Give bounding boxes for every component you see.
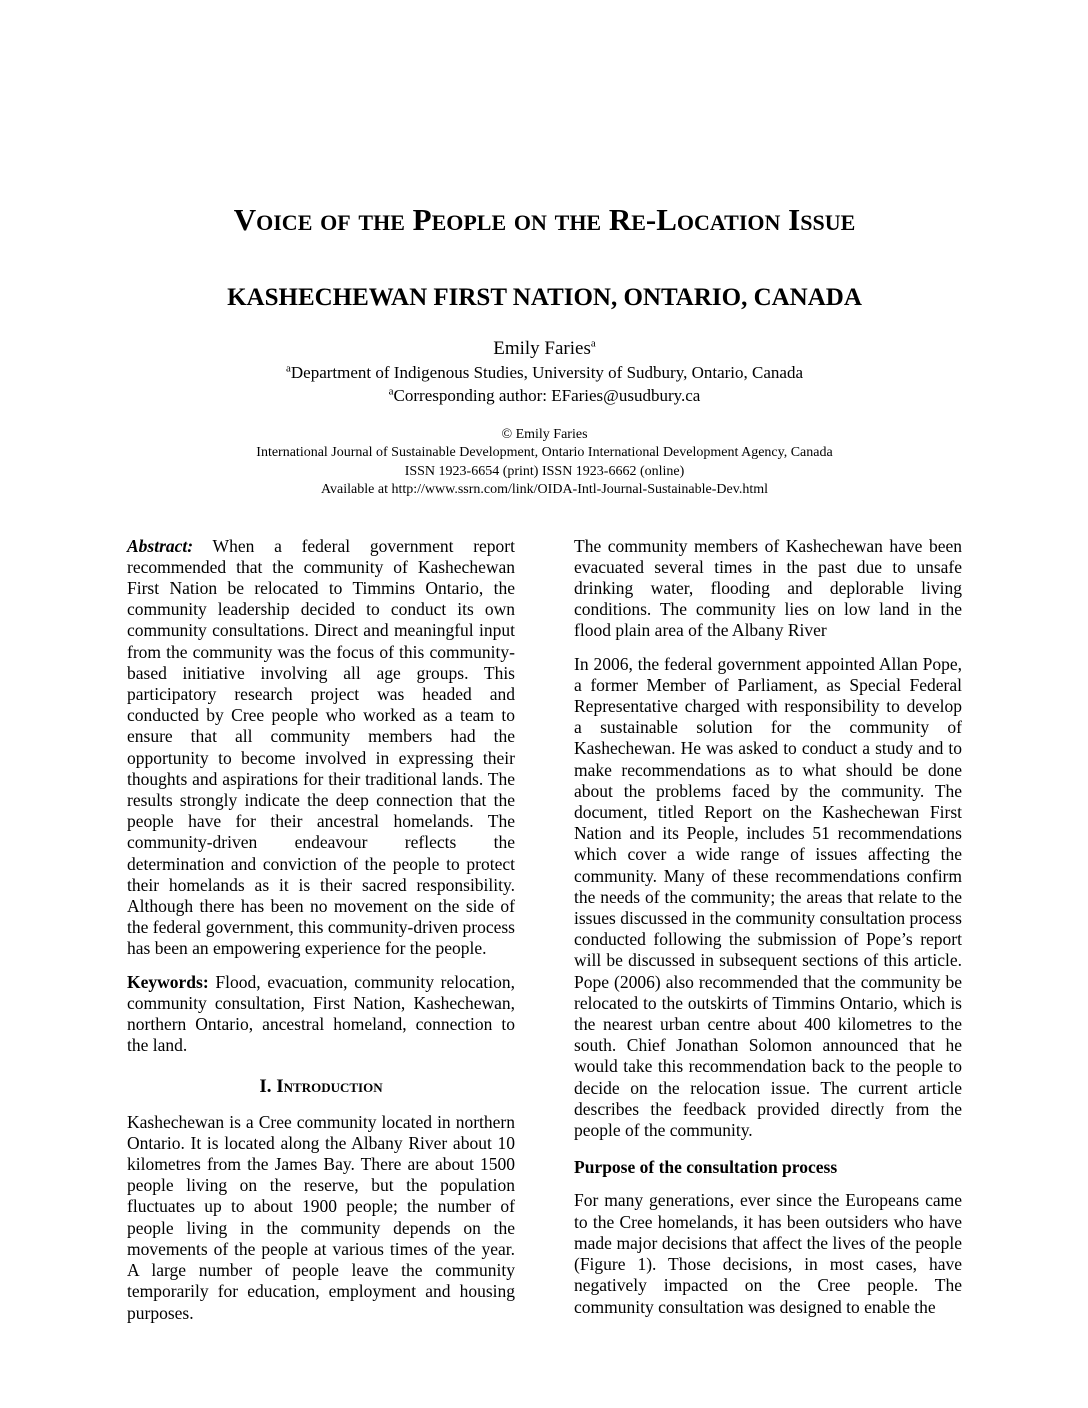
journal-imprint	[127, 426, 962, 500]
abstract-label: Abstract:	[127, 535, 194, 556]
introduction-paragraph: Kashechewan is a Cree community located in northern Ontario. It is located along the Albany River about 10 kilometres from the James Bay. There are about 1500 people living on the reserve, but the population fluctuates up to about 1900 people; the number of people living in the community depends on the movements of the people at various times of the year. A large number of people leave the community temporarily for education, employment and housing purposes.	[127, 1111, 515, 1323]
front-matter	[127, 203, 962, 500]
keywords-paragraph	[127, 972, 515, 1057]
corresponding-text: Corresponding author: EFaries@usudbury.ca	[393, 385, 701, 405]
paragraph-pope-report: In 2006, the federal government appointed Allan Pope, a former Member of Parliament, as Special Federal Representative charged with responsibility to develop a sustainable solution for the community of Kashechewan. He was asked to conduct a study and to make recommendations as to what should be done about the problems faced by the community. The document, titled Report on the Kashechewan First Nation and its People, includes 51 recommendations which cover a wide range of issues affecting the community. Many of these recommendations confirm the needs of the community; the areas that relate to the issues discussed in the community consultation process conducted following the submission of Pope’s report will be discussed in subsequent sections of this article. Pope (2006) also recommended that the community be relocated to the outskirts of Timmins Ontario, which is the nearest urban centre about 400 kilometres to the south. Chief Jonathan Solomon announced that he would take this recommendation back to the people to decide on the relocation issue. The current article describes the feedback provided directly from the people of the community.	[574, 653, 962, 1141]
issn-line: ISSN 1923-6654 (print) ISSN 1923-6662 (online)	[404, 463, 685, 479]
affiliation-text: Department of Indigenous Studies, University of Sudbury, Ontario, Canada	[290, 362, 803, 382]
subsection-heading-purpose: Purpose of the consultation process	[574, 1157, 838, 1178]
two-column-body	[127, 536, 962, 1336]
author-affiliation-marker: a	[590, 337, 596, 350]
left-column	[127, 536, 515, 1336]
abstract-paragraph	[127, 536, 515, 960]
availability-line: Available at http://www.ssrn.com/link/OIDA-Intl-Journal-Sustainable-Dev.html	[320, 482, 768, 498]
section-heading-introduction: I. Introduction	[259, 1076, 383, 1098]
journal-name-line: International Journal of Sustainable Development, Ontario International Development Agency, Canada	[256, 445, 833, 461]
corresponding-marker: a	[388, 384, 394, 397]
author-line	[127, 338, 962, 360]
keywords-label: Keywords:	[127, 971, 209, 992]
paper-title: Voice of the People on the Re-Location Issue	[233, 202, 856, 237]
copyright-line: © Emily Faries	[501, 426, 588, 442]
abstract-text: When a federal government report recommended that the community of Kashechewan First Nation be relocated to Timmins Ontario, the community leadership decided to conduct its own community consultations. Direct and meaningful input from the community was the focus of this community-based initiative involving all age groups. This participatory research project was headed and conducted by Cree people who worked as a team to ensure that all community members had the opportunity to become involved in expressing their thoughts and aspirations for their traditional lands. The results strongly indicate the deep connection that the people have for their ancestral homelands. The community-driven endeavour reflects the determination and conviction of the people to protect their homelands as it is their sacred responsibility. Although there has been no movement on the side of the federal government, this community-driven process has been an empowering experience for the people.	[127, 535, 515, 959]
keywords-text: Flood, evacuation, community relocation, community consultation, First Nation, Kashechewan, northern Ontario, ancestral homeland, connection to the land.	[127, 971, 516, 1056]
right-column	[574, 536, 962, 1336]
paragraph-consultation-purpose: For many generations, ever since the Europeans came to the Cree homelands, it has been outsiders who have made major decisions that affect the lives of the people (Figure 1). Those decisions, in most cases, have negatively impacted on the Cree people. The community consultation was designed to enable the	[574, 1190, 962, 1317]
paper-subtitle: KASHECHEWAN FIRST NATION, ONTARIO, CANADA	[227, 284, 862, 312]
affiliation-line	[127, 363, 962, 383]
corresponding-author-line	[127, 386, 962, 406]
affiliation-marker: a	[286, 361, 291, 374]
author-name: Emily Faries	[493, 337, 591, 359]
paragraph-evacuation-history: The community members of Kashechewan have been evacuated several times in the past due to unsafe drinking water, flooding and deplorable living conditions. The community lies on low land in the flood plain area of the Albany River	[574, 535, 962, 641]
